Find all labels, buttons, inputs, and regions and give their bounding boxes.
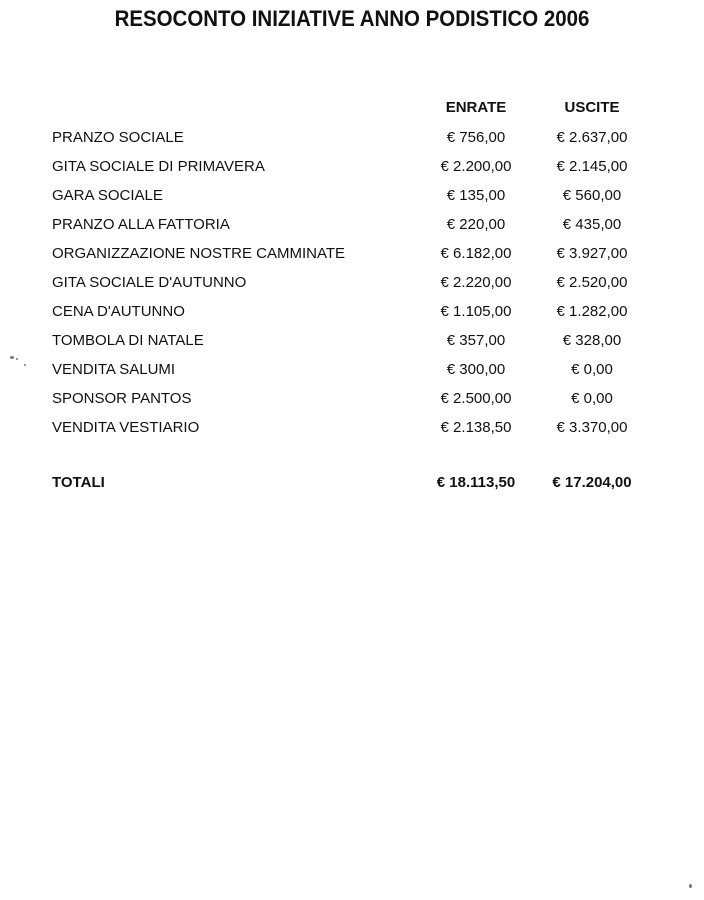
row-income: € 2.500,00 bbox=[440, 390, 512, 407]
row-expenses: € 1.282,00 bbox=[556, 303, 628, 320]
table-row bbox=[0, 184, 704, 213]
row-label: GARA SOCIALE bbox=[52, 187, 163, 204]
row-income: € 300,00 bbox=[446, 361, 506, 378]
row-label: VENDITA VESTIARIO bbox=[52, 419, 200, 436]
row-expenses: € 560,00 bbox=[562, 187, 622, 204]
totals-income: € 18.113,50 bbox=[436, 474, 516, 491]
table-row bbox=[0, 387, 704, 416]
totals-label: TOTALI bbox=[52, 474, 105, 491]
table-row bbox=[0, 126, 704, 155]
table-row bbox=[0, 416, 704, 445]
scan-speck bbox=[689, 884, 692, 888]
row-income: € 220,00 bbox=[446, 216, 506, 233]
table-row bbox=[0, 242, 704, 271]
totals-row bbox=[0, 474, 704, 498]
column-header-expenses: USCITE bbox=[564, 99, 620, 116]
row-expenses: € 2.145,00 bbox=[556, 158, 628, 175]
row-income: € 2.200,00 bbox=[440, 158, 512, 175]
row-expenses: € 3.370,00 bbox=[556, 419, 628, 436]
row-income: € 2.220,00 bbox=[440, 274, 512, 291]
scan-speck bbox=[24, 364, 26, 366]
row-label: SPONSOR PANTOS bbox=[52, 390, 192, 407]
row-label: PRANZO ALLA FATTORIA bbox=[52, 216, 230, 233]
row-income: € 756,00 bbox=[446, 129, 506, 146]
row-expenses: € 0,00 bbox=[571, 390, 613, 407]
row-label: PRANZO SOCIALE bbox=[52, 129, 184, 146]
column-header-income: ENRATE bbox=[445, 99, 507, 116]
table-body bbox=[0, 126, 704, 445]
table-row bbox=[0, 213, 704, 242]
row-income: € 2.138,50 bbox=[440, 419, 512, 436]
row-label: VENDITA SALUMI bbox=[52, 361, 176, 378]
row-expenses: € 0,00 bbox=[571, 361, 613, 378]
row-income: € 1.105,00 bbox=[440, 303, 512, 320]
table-row bbox=[0, 155, 704, 184]
row-income: € 135,00 bbox=[446, 187, 506, 204]
row-label: ORGANIZZAZIONE NOSTRE CAMMINATE bbox=[52, 245, 346, 262]
row-label: CENA D'AUTUNNO bbox=[52, 303, 185, 320]
row-label: TOMBOLA DI NATALE bbox=[52, 332, 204, 349]
row-label: GITA SOCIALE D'AUTUNNO bbox=[52, 274, 247, 291]
scan-speck bbox=[10, 356, 14, 359]
row-expenses: € 328,00 bbox=[562, 332, 622, 349]
totals-expenses: € 17.204,00 bbox=[552, 474, 632, 491]
row-label: GITA SOCIALE DI PRIMAVERA bbox=[52, 158, 265, 175]
page-title: RESOCONTO INIZIATIVE ANNO PODISTICO 2006 bbox=[114, 6, 590, 31]
row-expenses: € 2.520,00 bbox=[556, 274, 628, 291]
table-row bbox=[0, 271, 704, 300]
row-expenses: € 3.927,00 bbox=[556, 245, 628, 262]
row-income: € 6.182,00 bbox=[440, 245, 512, 262]
scan-speck bbox=[16, 358, 18, 360]
table-row bbox=[0, 300, 704, 329]
row-expenses: € 435,00 bbox=[562, 216, 622, 233]
row-income: € 357,00 bbox=[446, 332, 506, 349]
table-row bbox=[0, 329, 704, 358]
row-expenses: € 2.637,00 bbox=[556, 129, 628, 146]
table-row bbox=[0, 358, 704, 387]
